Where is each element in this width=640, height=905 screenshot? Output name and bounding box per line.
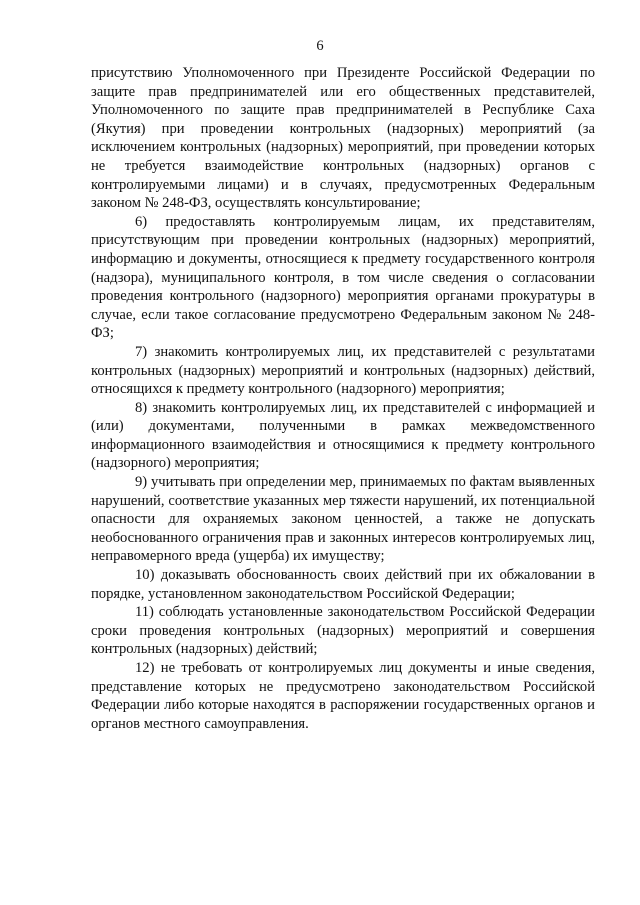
paragraph-item-9: 9) учитывать при определении мер, принимаемых по фактам выявленных нарушений, соответствие указанных мер тяжести нарушений, их потенциальной опасности для охраняемых законом ценностей, а также не допускать необоснованного ограничения прав и законных интересов контролируемых лиц, неправомерного вреда (ущерба) их имуществу; — [91, 474, 595, 565]
paragraph-item-10: 10) доказывать обоснованность своих действий при их обжаловании в порядке, установленном законодательством Российской Федерации; — [91, 567, 595, 602]
paragraph-item-7: 7) знакомить контролируемых лиц, их представителей с результатами контрольных (надзорных) мероприятий и контрольных (надзорных) действий, относящихся к предмету контрольного (надзорного) мероприятия; — [91, 343, 595, 398]
paragraph-continuation: присутствию Уполномоченного при Президенте Российской Федерации по защите прав предпринимателей или его общественных представителей, Уполномоченного по защите прав предпринимателей в Республике Саха (Якутия) при проведении контрольных (надзорных) мероприятий (за исключением контрольных (надзорных) мероприятий, при проведении которых не требуется взаимодействие контрольных (надзорных) органов с контролируемыми лицами) и в случаях, предусмотренных Федеральным законом № 248-ФЗ, осуществлять консультирование; — [91, 65, 595, 212]
paragraph-item-6: 6) предоставлять контролируемым лицам, их представителям, присутствующим при проведении контрольных (надзорных) мероприятий, информацию и документы, относящиеся к предмету государственного контроля (надзора), муниципального контроля, в том числе сведения о согласовании проведения контрольного (надзорного) мероприятия органами прокуратуры в случае, если такое согласование предусмотрено Федеральным законом № 248-ФЗ; — [91, 213, 595, 342]
paragraph-item-12: 12) не требовать от контролируемых лиц документы и иные сведения, представление которых не предусмотрено законодательством Российской Федерации либо которые находятся в распоряжении государственных органов и органов местного самоуправления. — [91, 660, 595, 732]
paragraph-item-11: 11) соблюдать установленные законодательством Российской Федерации сроки проведения контрольных (надзорных) мероприятий и совершения контрольных (надзорных) действий; — [91, 604, 595, 658]
paragraph-item-8: 8) знакомить контролируемых лиц, их представителей с информацией и (или) документами, полученными в рамках межведомственного информационного взаимодействия и относящимися к предмету контрольного (надзорного) мероприятия; — [91, 399, 595, 472]
page-number: 6 — [316, 38, 324, 54]
document-body — [91, 64, 595, 733]
